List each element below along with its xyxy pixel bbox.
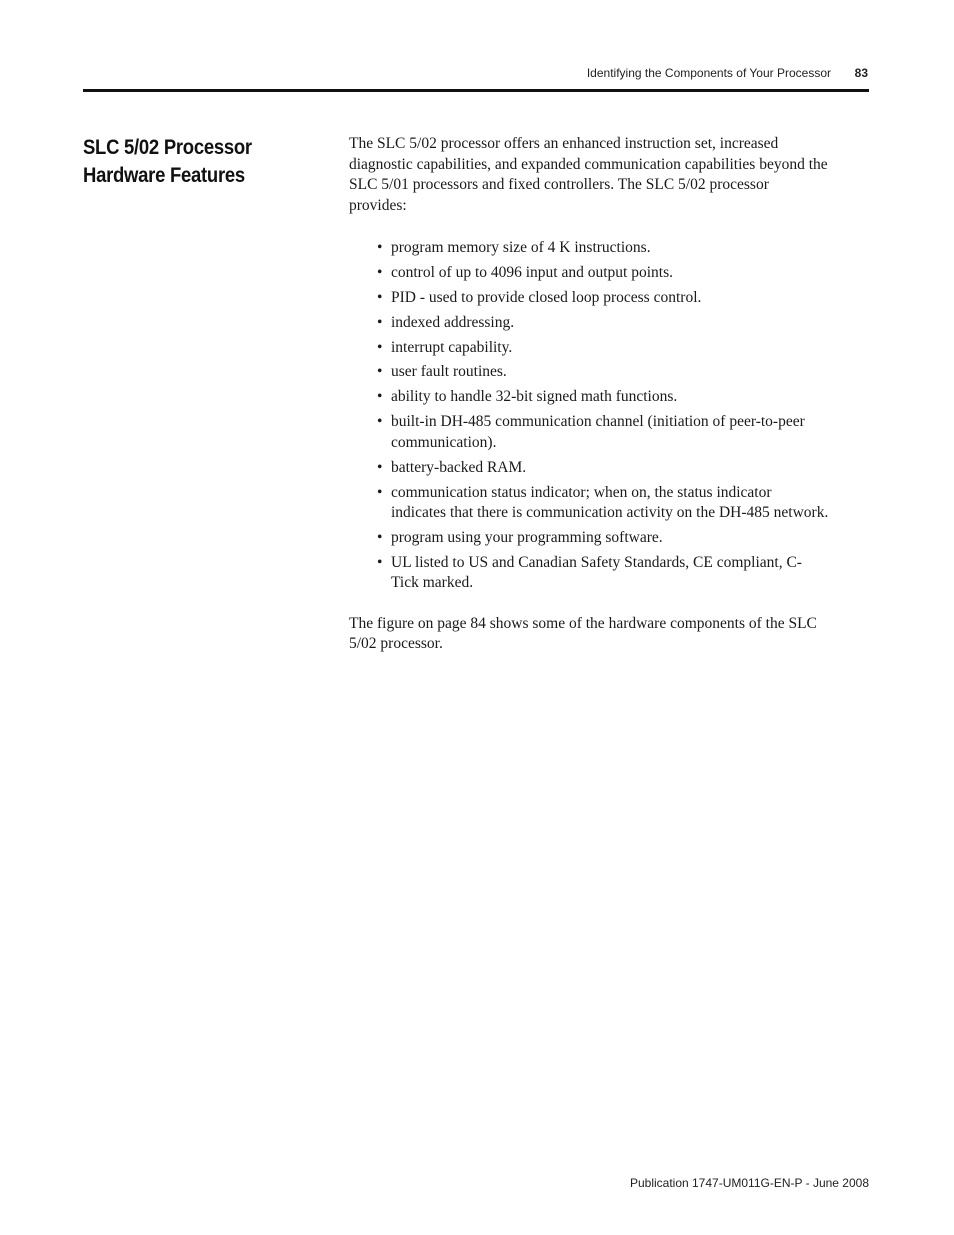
bullet-icon: • xyxy=(377,263,383,281)
list-item: • indexed addressing. xyxy=(377,313,829,334)
bullet-icon: • xyxy=(377,528,383,546)
bullet-icon: • xyxy=(377,363,383,381)
list-item: • UL listed to US and Canadian Safety Standards, CE compliant, C-Tick marked. xyxy=(377,553,802,592)
running-header-title: Identifying the Components of Your Processor xyxy=(586,66,831,80)
publication-footer: Publication 1747-UM011G-EN-P - June 2008 xyxy=(629,1176,869,1190)
intro-paragraph: The SLC 5/02 processor offers an enhanced instruction set, increased diagnostic capabilities, and expanded communication capabilities beyond the SLC 5/01 processors and fixed controllers. The SLC 5/02 processor provides: xyxy=(349,135,828,214)
list-item: • control of up to 4096 input and output points. xyxy=(377,263,829,284)
header-divider xyxy=(83,89,869,92)
closing-paragraph: The figure on page 84 shows some of the hardware components of the SLC 5/02 processor. xyxy=(349,614,817,653)
section-title-line-1: SLC 5/02 Processor xyxy=(83,136,252,159)
bullet-icon: • xyxy=(377,239,383,256)
bullet-icon: • xyxy=(377,338,383,356)
list-item: • program memory size of 4 K instructions. xyxy=(377,238,829,259)
list-item: • PID - used to provide closed loop process control. xyxy=(377,288,829,309)
bullet-icon: • xyxy=(377,288,383,306)
list-item: • battery-backed RAM. xyxy=(377,458,829,479)
bullet-icon: • xyxy=(377,313,383,331)
feature-list xyxy=(349,238,829,594)
bullet-icon: • xyxy=(377,388,383,406)
page-number: 83 xyxy=(854,66,868,80)
list-item: • user fault routines. xyxy=(377,362,829,383)
list-item: • communication status indicator; when on, the status indicator indicates that there is communication activity on the DH-485 network. xyxy=(377,483,829,522)
list-item: • program using your programming software. xyxy=(377,528,829,549)
bullet-icon: • xyxy=(377,483,383,501)
list-item: • ability to handle 32-bit signed math functions. xyxy=(377,387,829,408)
section-body xyxy=(349,134,829,655)
section-title xyxy=(83,134,294,190)
bullet-icon: • xyxy=(377,553,383,571)
bullet-icon: • xyxy=(377,458,383,476)
bullet-icon: • xyxy=(377,413,383,431)
list-item: • built-in DH-485 communication channel (initiation of peer-to-peer communication). xyxy=(377,413,805,451)
list-item: • interrupt capability. xyxy=(377,338,829,359)
section-title-line-2: Hardware Features xyxy=(83,164,245,187)
